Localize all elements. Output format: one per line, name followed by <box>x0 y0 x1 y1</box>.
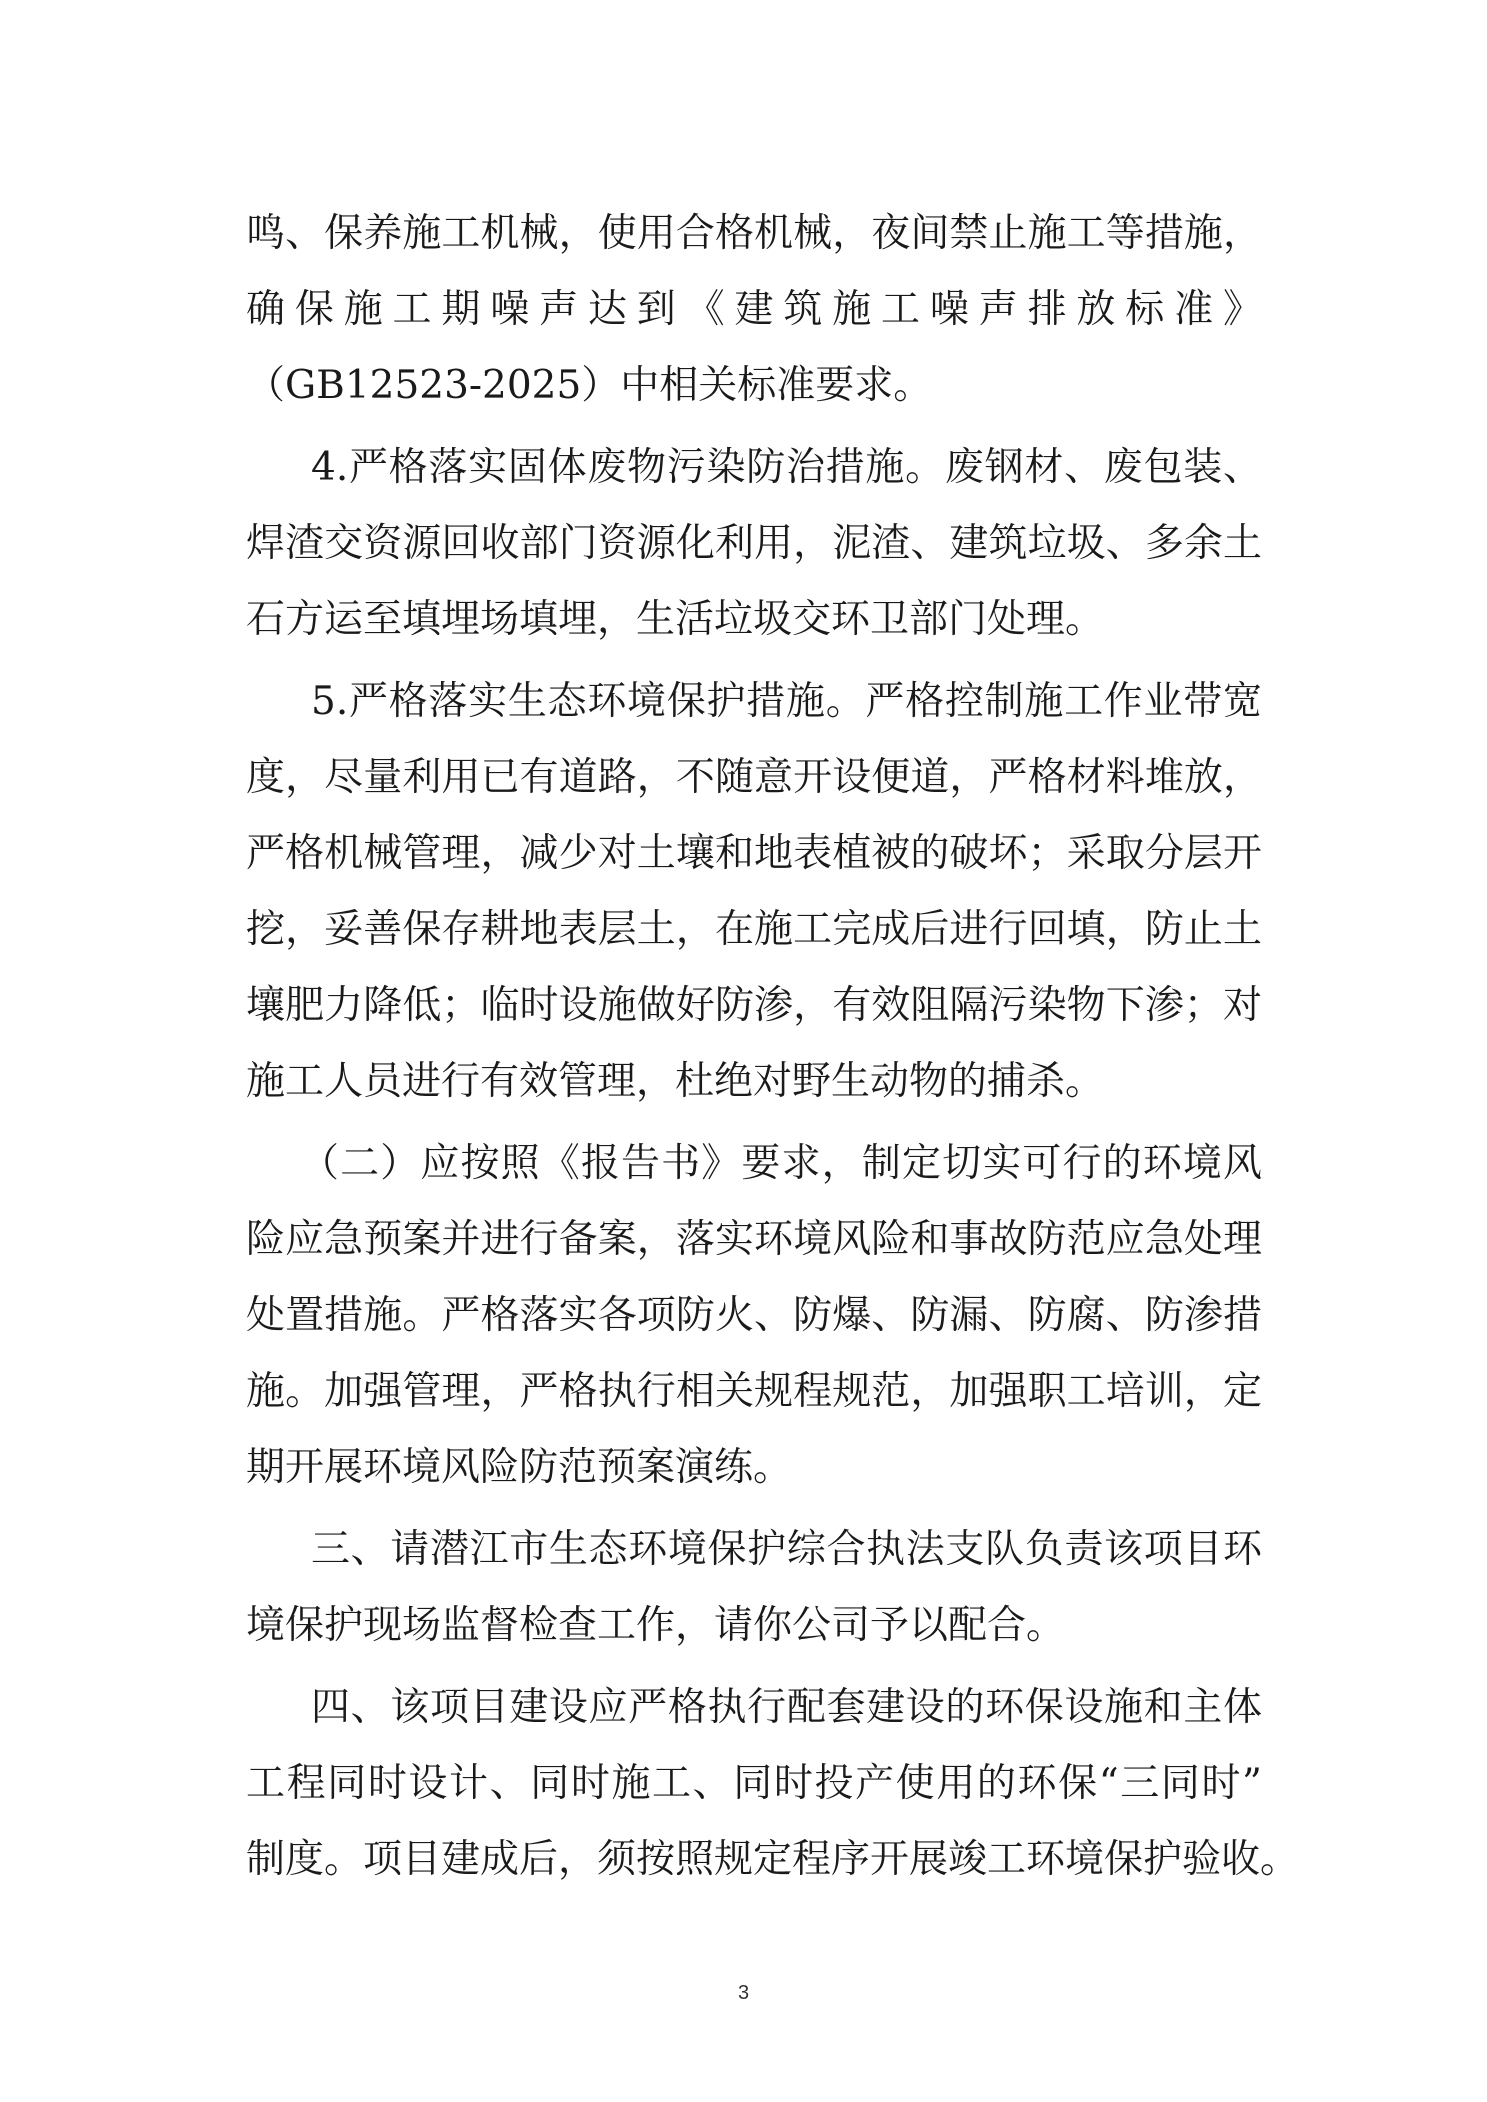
text-line: 4.严格落实固体废物污染防治措施。废钢材、废包装、 <box>311 445 1262 490</box>
text-line: 5.严格落实生态环境保护措施。严格控制施工作业带宽 <box>311 679 1262 724</box>
text-line: 鸣、保养施工机械，使用合格机械，夜间禁止施工等措施， <box>246 211 1262 256</box>
text-line: 四、该项目建设应严格执行配套建设的环保设施和主体 <box>311 1685 1262 1730</box>
text-line: 焊渣交资源回收部门资源化利用，泥渣、建筑垃圾、多余土 <box>246 521 1262 566</box>
text-line: 期开展环境风险防范预案演练。 <box>246 1445 793 1490</box>
text-line: 挖，妥善保存耕地表层土，在施工完成后进行回填，防止土 <box>246 907 1262 952</box>
text-line: 严格机械管理，减少对土壤和地表植被的破坏；采取分层开 <box>246 831 1262 876</box>
text-line: 度，尽量利用已有道路，不随意开设便道，严格材料堆放， <box>246 755 1262 800</box>
text-line: 工程同时设计、同时施工、同时投产使用的环保“三同时” <box>246 1761 1262 1806</box>
text-line: 制度。项目建成后，须按照规定程序开展竣工环境保护验收。 <box>246 1837 1300 1882</box>
text-line: 施工人员进行有效管理，杜绝对野生动物的捕杀。 <box>246 1059 1105 1104</box>
text-line: （二）应按照《报告书》要求，制定切实可行的环境风 <box>300 1141 1262 1186</box>
text-line: 确保施工期噪声达到《建筑施工噪声排放标准》 <box>246 287 1262 332</box>
text-line: 壤肥力降低；临时设施做好防渗，有效阻隔污染物下渗；对 <box>246 983 1262 1028</box>
text-line: 三、请潜江市生态环境保护综合执法支队负责该项目环 <box>311 1527 1262 1572</box>
text-line: 险应急预案并进行备案，落实环境风险和事故防范应急处理 <box>246 1217 1262 1262</box>
text-line: 施。加强管理，严格执行相关规程规范，加强职工培训，定 <box>246 1369 1262 1414</box>
page-number: 3 <box>737 1982 750 2004</box>
text-line: 处置措施。严格落实各项防火、防爆、防漏、防腐、防渗措 <box>246 1293 1262 1338</box>
text-line: 境保护现场监督检查工作，请你公司予以配合。 <box>246 1603 1066 1648</box>
text-line: 石方运至填埋场填埋，生活垃圾交环卫部门处理。 <box>246 597 1105 642</box>
text-line: （GB12523-2025）中相关标准要求。 <box>246 363 933 408</box>
